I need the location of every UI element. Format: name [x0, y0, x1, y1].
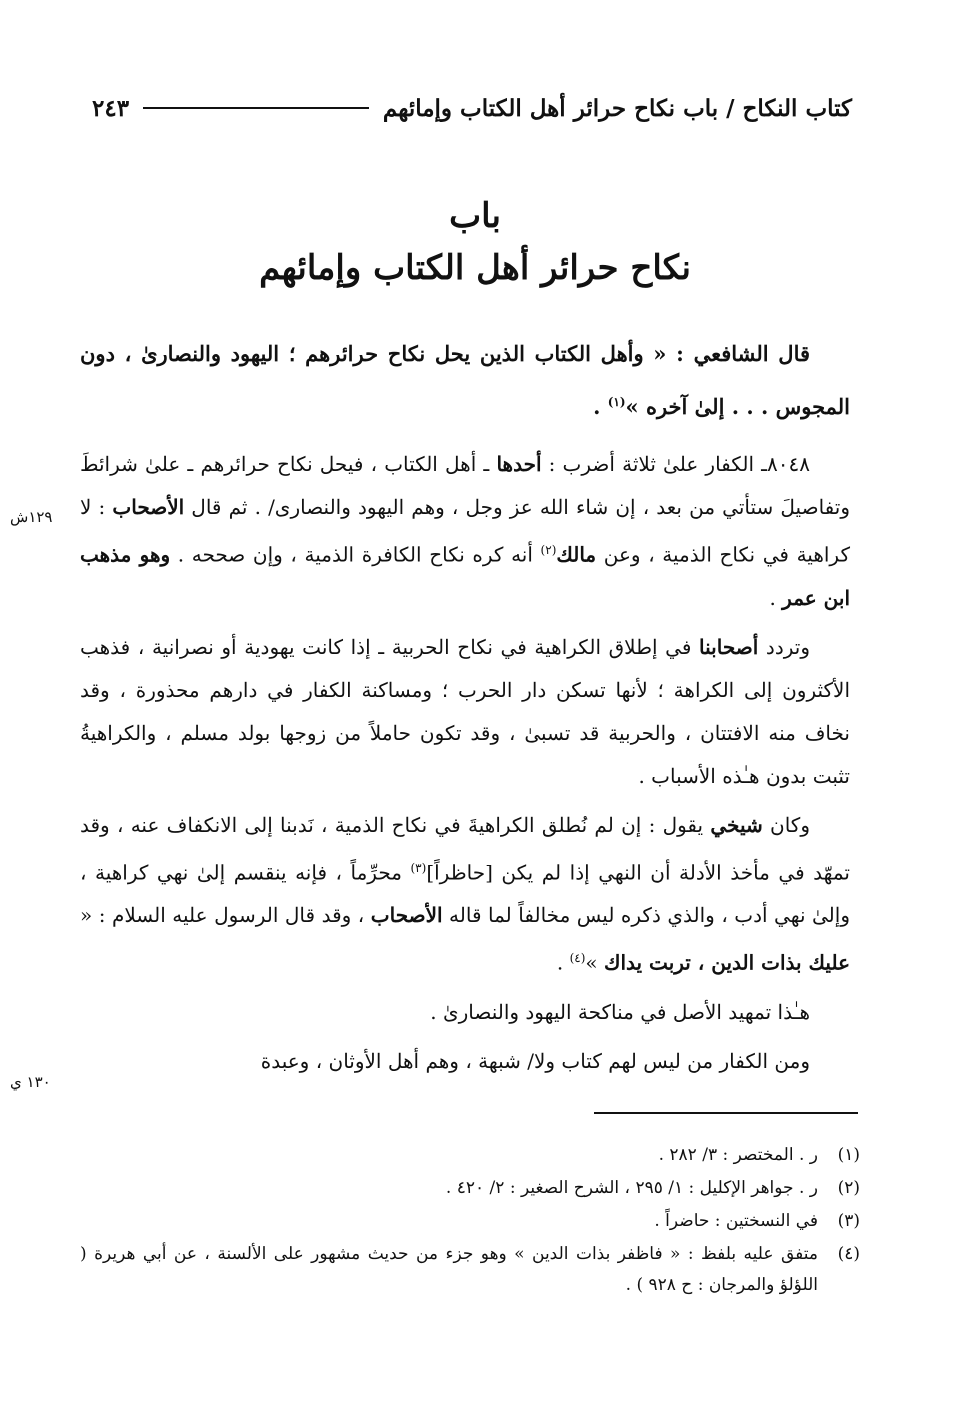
- bold-text: شيخي: [710, 812, 763, 837]
- footnote-number: (١): [837, 1145, 860, 1165]
- footnote-number: (٢): [837, 1178, 860, 1198]
- footnote-ref-4: (٤): [569, 951, 586, 966]
- footnote-2: [80, 1173, 860, 1204]
- footnote-ref-2: (٢): [540, 543, 557, 557]
- bold-text: أحدها: [496, 452, 542, 476]
- footnote-text: ر . جواهر الإكليل : ١/ ٢٩٥ ، الشرح الصغير : ٢/ ٤٢٠ .: [445, 1178, 818, 1198]
- text: وتردد: [758, 634, 810, 659]
- text: .: [769, 585, 783, 610]
- main-text: [80, 330, 850, 1089]
- footnote-1: [80, 1140, 860, 1171]
- text: محرِّماً ، فإنه ينقسم إلىٰ نهي كراهية ، وإلىٰ نهي أدب ، والذي ذكره ليس مخالفاً لما قاله: [80, 860, 850, 928]
- bold-text: الأصحاب: [112, 495, 185, 519]
- footnote-text: ر . المختصر : ٣/ ٢٨٢ .: [658, 1145, 818, 1165]
- footnote-text: متفق عليه بلفظ : « فاظفر بذات الدين » وهو جزء من حديث مشهور على الألسنة ، عن أبي هريرة ( اللؤلؤ والمرجان : ح ٩٢٨ ) .: [80, 1244, 818, 1295]
- bold-text: مالك: [556, 542, 597, 567]
- footnote-ref-3: (٣): [410, 860, 427, 875]
- text: ومن الكفار من ليس لهم كتاب ولا/ شبهة ، وهم أهل الأوثان ، وعبدة: [260, 1048, 810, 1073]
- text: يقول : إن لم نُطلق الكراهيةَ في نكاح الذمية ، نَدبنا إلى الانكفاف عنه ، وقد تمهّد في مأخذ الأدلة أن النهي إذا لم يكن [حاظراً]: [80, 812, 850, 885]
- text: : لا كراهية في نكاح الذمية ، وعن: [80, 495, 850, 567]
- chapter-title-line2: نكاح حرائر أهل الكتاب وإمائهم: [259, 248, 691, 288]
- header-rule: [143, 107, 369, 109]
- chapter-title: [80, 190, 870, 294]
- paragraph-harbiya: [80, 626, 850, 798]
- text: .: [556, 950, 570, 975]
- bold-text: الأصحاب: [370, 903, 443, 928]
- chapter-title-line1: باب: [449, 196, 501, 236]
- text: ـ أهل الكتاب ، فيحل نكاح حرائرهم ـ علىٰ شرائطَ وتفاصيلَ ستأتي من بعد ، إن شاء الله عز وجل ، وهم اليهود والنصارى/ . ثم قال: [80, 452, 851, 519]
- paragraph-kuffar: [80, 1040, 850, 1083]
- quote-text: قال الشافعي : « وأهل الكتاب الذين يحل نكاح حرائرهم ؛ اليهود والنصارىٰ ، دون المجوس . . . إلىٰ آخره »: [80, 341, 850, 419]
- text: في إطلاق الكراهية في نكاح الحربية ـ إذا كانت يهودية أو نصرانية ، فذهب الأكثرون إلى الكراهة ؛ لأنها تسكن دار الحرب ؛ ومساكنة الكفار في دارهم محذورة ، وقد نخاف منه الافتتان ، والحربية قد تسبىٰ ، وقد تكون حاملاً من زوجها بولد مسلم ، والكراهيةُ تثبت بدون هـٰذه الأسباب .: [80, 634, 850, 788]
- footnote-number: (٤): [837, 1244, 860, 1264]
- footnotes: [80, 1140, 860, 1303]
- footnote-3: [80, 1206, 860, 1237]
- running-header: [92, 88, 852, 128]
- page-number: ٢٤٣: [92, 94, 130, 122]
- footnote-separator: [594, 1112, 858, 1114]
- text: أنه كره نكاح الكافرة الذمية ، وإن صححه .: [170, 542, 541, 567]
- bold-text: أصحابنا: [699, 634, 759, 659]
- bold-text: عليك بذات الدين ، تربت يداك: [603, 950, 850, 975]
- paragraph-shaykh: [80, 804, 850, 985]
- quote-end: .: [593, 394, 608, 419]
- footnote-4: [80, 1239, 860, 1301]
- running-title: كتاب النكاح / باب نكاح حرائر أهل الكتاب وإمائهم: [382, 94, 852, 122]
- text: هـٰذا تمهيد الأصل في مناكحة اليهود والنصارىٰ .: [430, 999, 810, 1024]
- text: »: [585, 950, 604, 975]
- paragraph-tamhid: [80, 991, 850, 1034]
- paragraph-quote: [80, 330, 850, 431]
- text: ٨٠٤٨ـ الكفار علىٰ ثلاثة أضرب :: [541, 452, 810, 476]
- margin-note-folio-2: ١٣٠ ي: [10, 1073, 51, 1091]
- text: ، وقد قال الرسول عليه السلام : «: [80, 903, 371, 928]
- bold-text: وهو مذهب ابن عمر: [80, 542, 850, 610]
- footnote-text: في النسختين : حاضراً .: [654, 1211, 818, 1231]
- footnote-number: (٣): [837, 1211, 860, 1231]
- footnote-ref-1: (١): [607, 395, 626, 409]
- paragraph-8048: [80, 443, 850, 620]
- margin-note-folio-1: ١٢٩ش: [10, 508, 53, 526]
- text: وكان: [762, 812, 810, 837]
